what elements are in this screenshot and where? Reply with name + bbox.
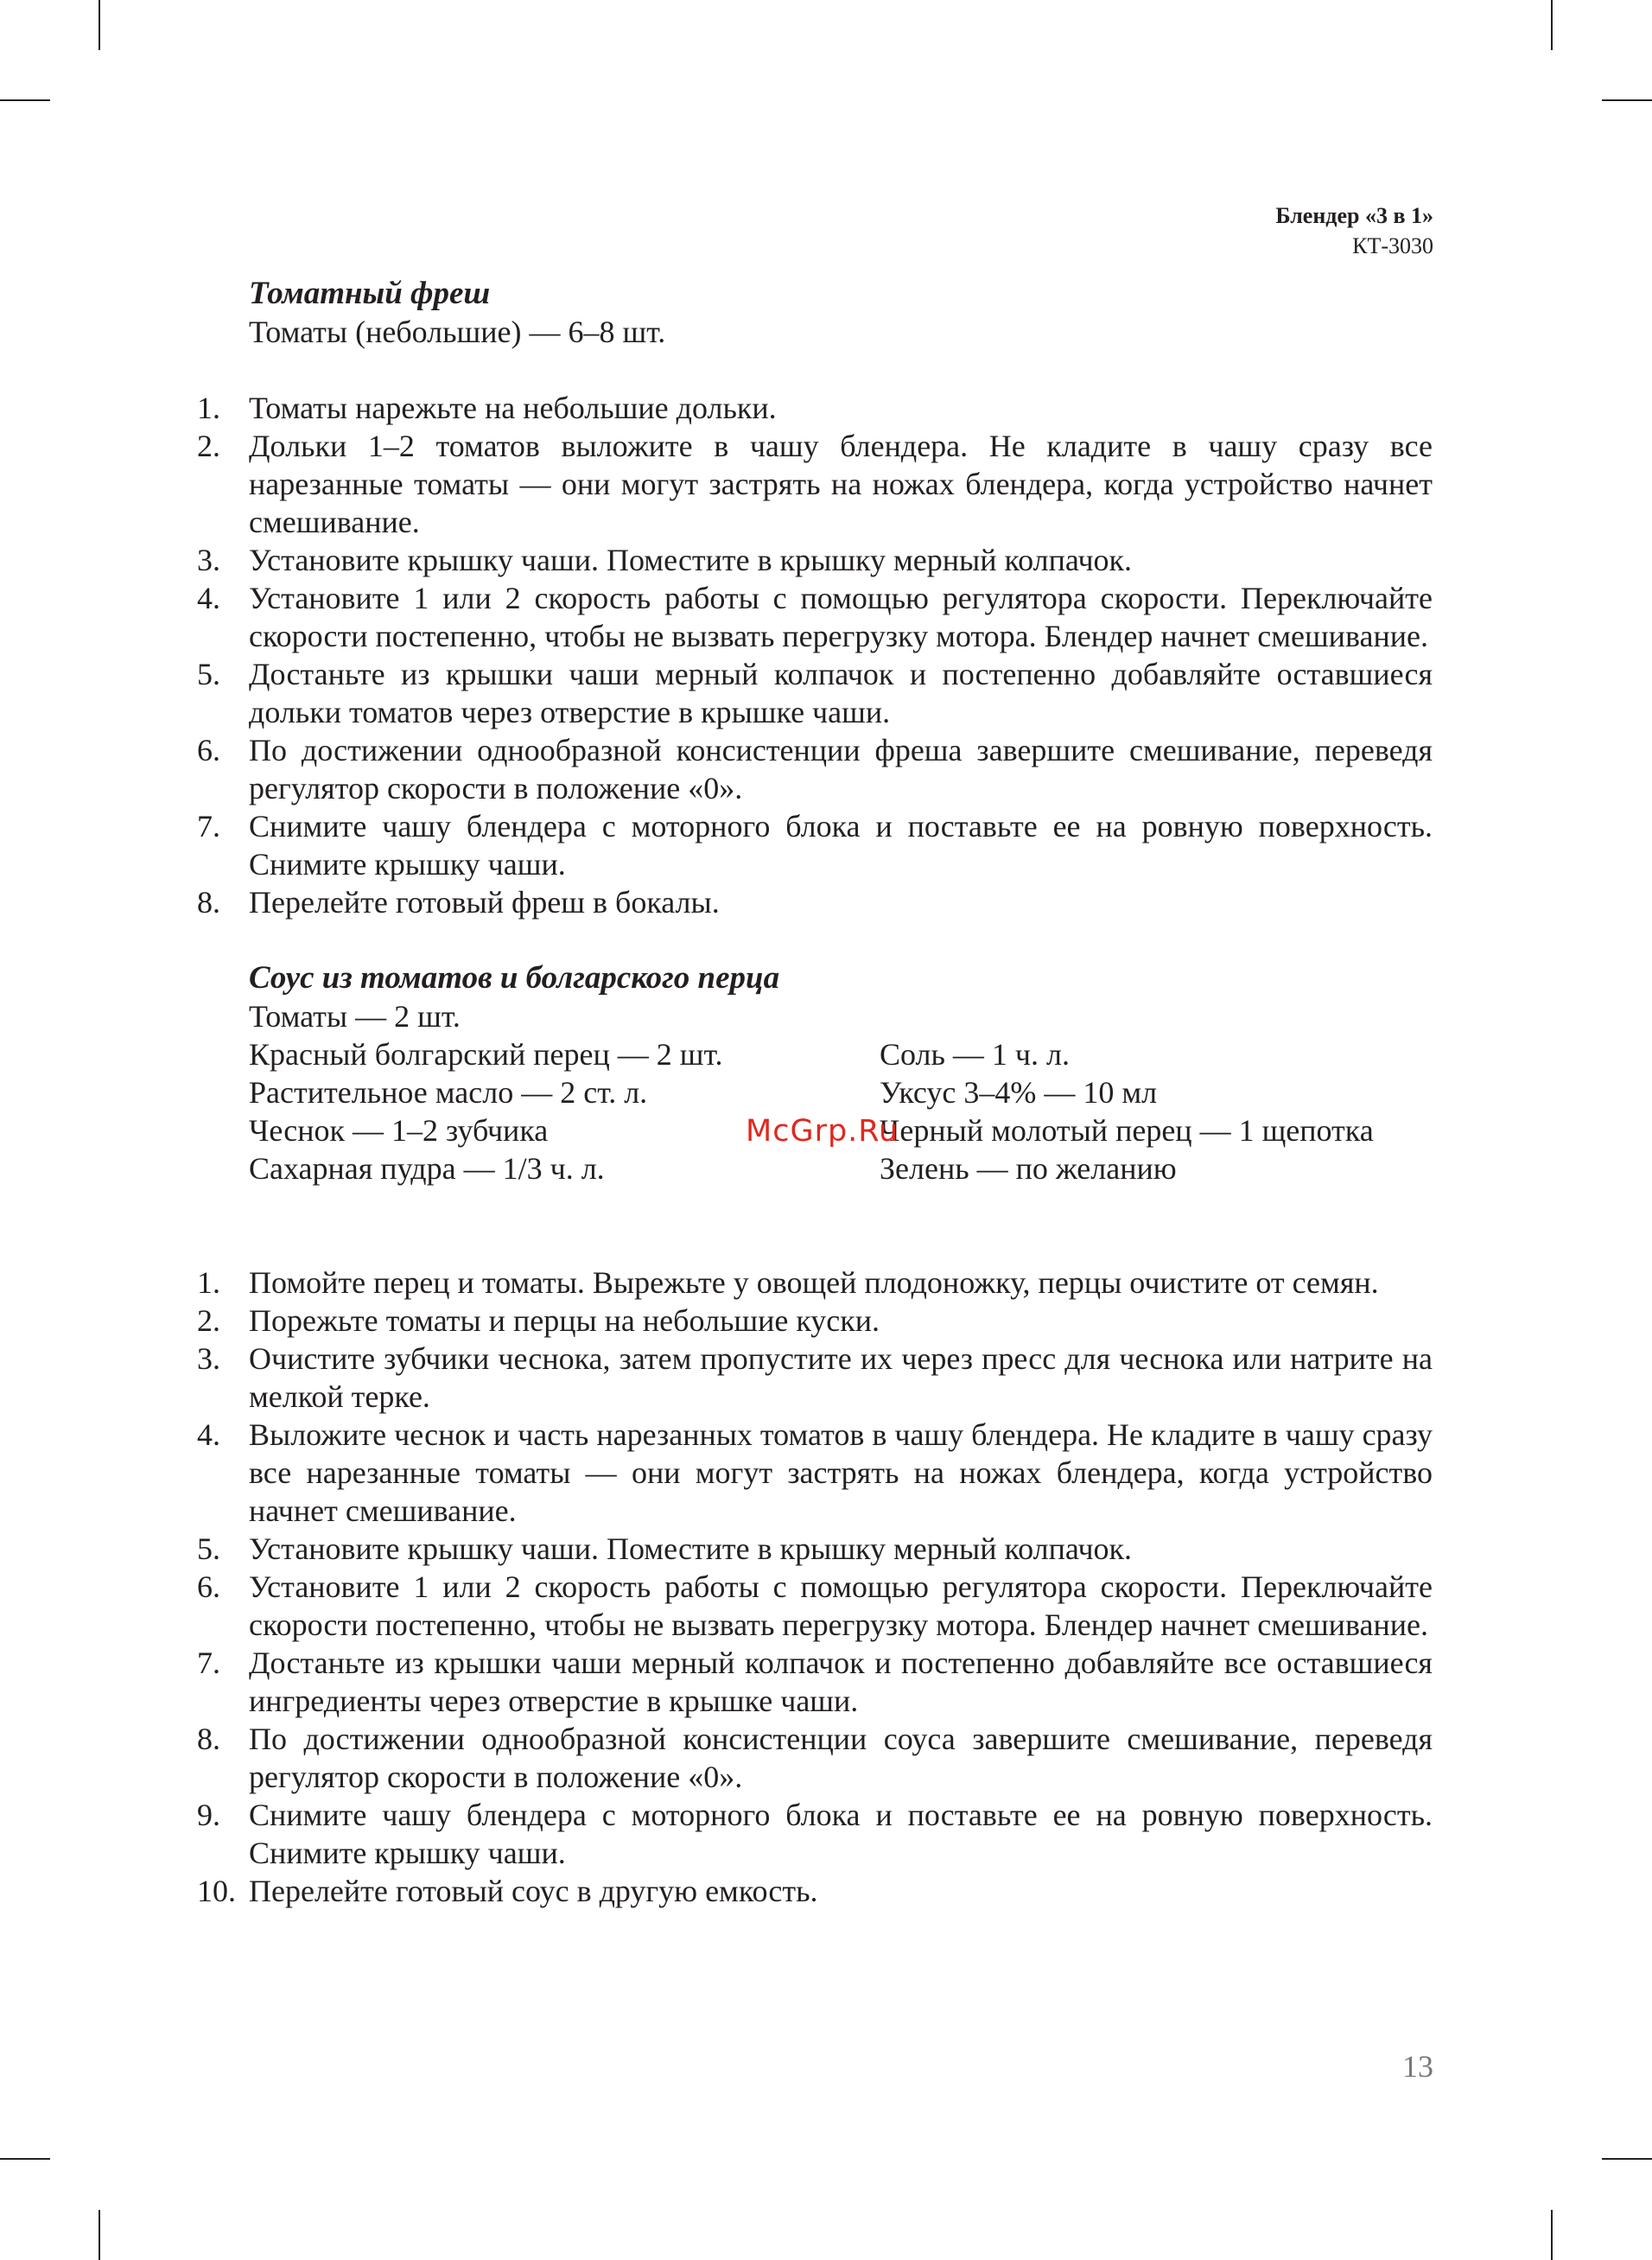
step-text: Достаньте из крышки чаши мерный колпачок и постепенно добавляйте все оставшиеся ингредиенты через отверстие в крышке чаши. [249, 1646, 1433, 1718]
crop-mark [98, 2210, 100, 2260]
ingredient: Соль — 1 ч. л. [880, 1037, 1070, 1072]
steps-list [197, 1264, 1433, 1910]
step-text: Установите крышку чаши. Поместите в крышку мерный колпачок. [249, 543, 1133, 577]
ingredient: Томаты (небольшие) — 6–8 шт. [249, 315, 666, 349]
step-text: Порежьте томаты и перцы на небольшие куски. [249, 1303, 880, 1338]
step-text: По достижении однообразной консистенции фреша завершите смешивание, переведя регулятор скорости в положение «0». [249, 733, 1433, 805]
steps-list [197, 389, 1433, 921]
list-item [197, 655, 1433, 731]
step-text: Дольки 1–2 томатов выложите в чашу блендера. Не кладите в чашу сразу все нарезанные томаты — они могут застрять на ножах блендера, когда устройство начнет смешивание. [249, 429, 1433, 539]
list-item [197, 427, 1433, 541]
list-item [197, 1644, 1433, 1720]
step-number: 1. [197, 391, 220, 425]
step-number: 8. [197, 885, 220, 920]
list-item [197, 1872, 1433, 1910]
crop-mark [0, 2158, 50, 2160]
ingredients-left-column [249, 1035, 722, 1187]
step-number: 9. [197, 1798, 220, 1832]
list-item [197, 731, 1433, 807]
step-text: Очистите зубчики чеснока, затем пропустите их через пресс для чеснока или натрите на мелкой терке. [249, 1341, 1433, 1414]
ingredients-grid [197, 1035, 1433, 1187]
recipe-title: Соус из томатов и болгарского перца [249, 960, 780, 996]
list-item [197, 1568, 1433, 1644]
crop-mark [1602, 2158, 1652, 2160]
step-number: 2. [197, 1303, 220, 1338]
step-number: 5. [197, 657, 220, 691]
step-text: Снимите чашу блендера с моторного блока и поставьте ее на ровную поверхность. Снимите крышку чаши. [249, 1798, 1433, 1870]
step-number: 3. [197, 1341, 220, 1376]
step-text: Установите крышку чаши. Поместите в крышку мерный колпачок. [249, 1531, 1133, 1566]
step-number: 5. [197, 1531, 220, 1566]
step-text: Установите 1 или 2 скорость работы с помощью регулятора скорости. Переключайте скорости постепенно, чтобы не вызвать перегрузку мотора. Блендер начнет смешивание. [249, 1569, 1433, 1642]
ingredient: Сахарная пудра — 1/3 ч. л. [249, 1151, 605, 1186]
step-number: 7. [197, 1646, 220, 1680]
step-number: 2. [197, 429, 220, 463]
list-item [197, 1264, 1433, 1302]
step-number: 4. [197, 1417, 220, 1452]
ingredient: Зелень — по желанию [880, 1151, 1177, 1186]
step-number: 6. [197, 733, 220, 767]
ingredients-right-column [880, 1035, 1374, 1187]
step-number: 8. [197, 1722, 220, 1756]
step-number: 7. [197, 809, 220, 844]
list-item [197, 1416, 1433, 1530]
step-text: Помойте перец и томаты. Вырежьте у овощей плодоножку, перцы очистите от семян. [249, 1265, 1379, 1300]
crop-mark [0, 99, 50, 101]
step-text: Установите 1 или 2 скорость работы с помощью регулятора скорости. Переключайте скорости постепенно, чтобы не вызвать перегрузку мотора. Блендер начнет смешивание. [249, 581, 1433, 653]
list-item [197, 1796, 1433, 1872]
ingredient: Красный болгарский перец — 2 шт. [249, 1037, 723, 1072]
step-text: Перелейте готовый соус в другую емкость. [249, 1874, 818, 1908]
ingredient: Томаты — 2 шт. [249, 999, 461, 1034]
ingredient: Уксус 3–4% — 10 мл [880, 1075, 1158, 1110]
step-number: 3. [197, 543, 220, 577]
header-brand: Блендер «3 в 1» [1275, 203, 1433, 228]
list-item [197, 1530, 1433, 1568]
step-number: 1. [197, 1265, 220, 1300]
step-text: Томаты нарежьте на небольшие дольки. [249, 391, 777, 425]
list-item [197, 883, 1433, 921]
page-number: 13 [1402, 2049, 1433, 2084]
list-item [197, 1302, 1433, 1340]
crop-mark [1602, 99, 1652, 101]
ingredient: Растительное масло — 2 ст. л. [249, 1075, 648, 1110]
step-text: Снимите чашу блендера с моторного блока и поставьте ее на ровную поверхность. Снимите крышку чаши. [249, 809, 1433, 882]
ingredient: Чеснок — 1–2 зубчика [249, 1113, 549, 1148]
ingredient: Черный молотый перец — 1 щепотка [880, 1113, 1374, 1148]
step-text: Перелейте готовый фреш в бокалы. [249, 885, 720, 920]
list-item [197, 1340, 1433, 1416]
list-item [197, 807, 1433, 883]
step-text: Выложите чеснок и часть нарезанных томатов в чашу блендера. Не кладите в чашу сразу все нарезанные томаты — они могут застрять на ножах блендера, когда устройство начнет смешивание. [249, 1417, 1433, 1528]
recipe-title: Томатный фреш [249, 276, 491, 311]
page-content [197, 275, 1433, 1910]
step-text: Достаньте из крышки чаши мерный колпачок и постепенно добавляйте оставшиеся дольки томатов через отверстие в крышке чаши. [249, 657, 1433, 729]
running-header [1275, 201, 1433, 261]
header-model: КТ-3030 [1352, 233, 1433, 258]
crop-mark [1551, 0, 1553, 50]
list-item [197, 541, 1433, 579]
step-number: 10. [197, 1874, 236, 1908]
crop-mark [1551, 2210, 1553, 2260]
watermark: McGrp.Ru [746, 1114, 899, 1149]
step-text: По достижении однообразной консистенции соуса завершите смешивание, переведя регулятор скорости в положение «0». [249, 1722, 1433, 1794]
list-item [197, 1720, 1433, 1796]
step-number: 4. [197, 581, 220, 615]
step-number: 6. [197, 1569, 220, 1604]
crop-mark [98, 0, 100, 50]
list-item [197, 389, 1433, 427]
list-item [197, 579, 1433, 655]
